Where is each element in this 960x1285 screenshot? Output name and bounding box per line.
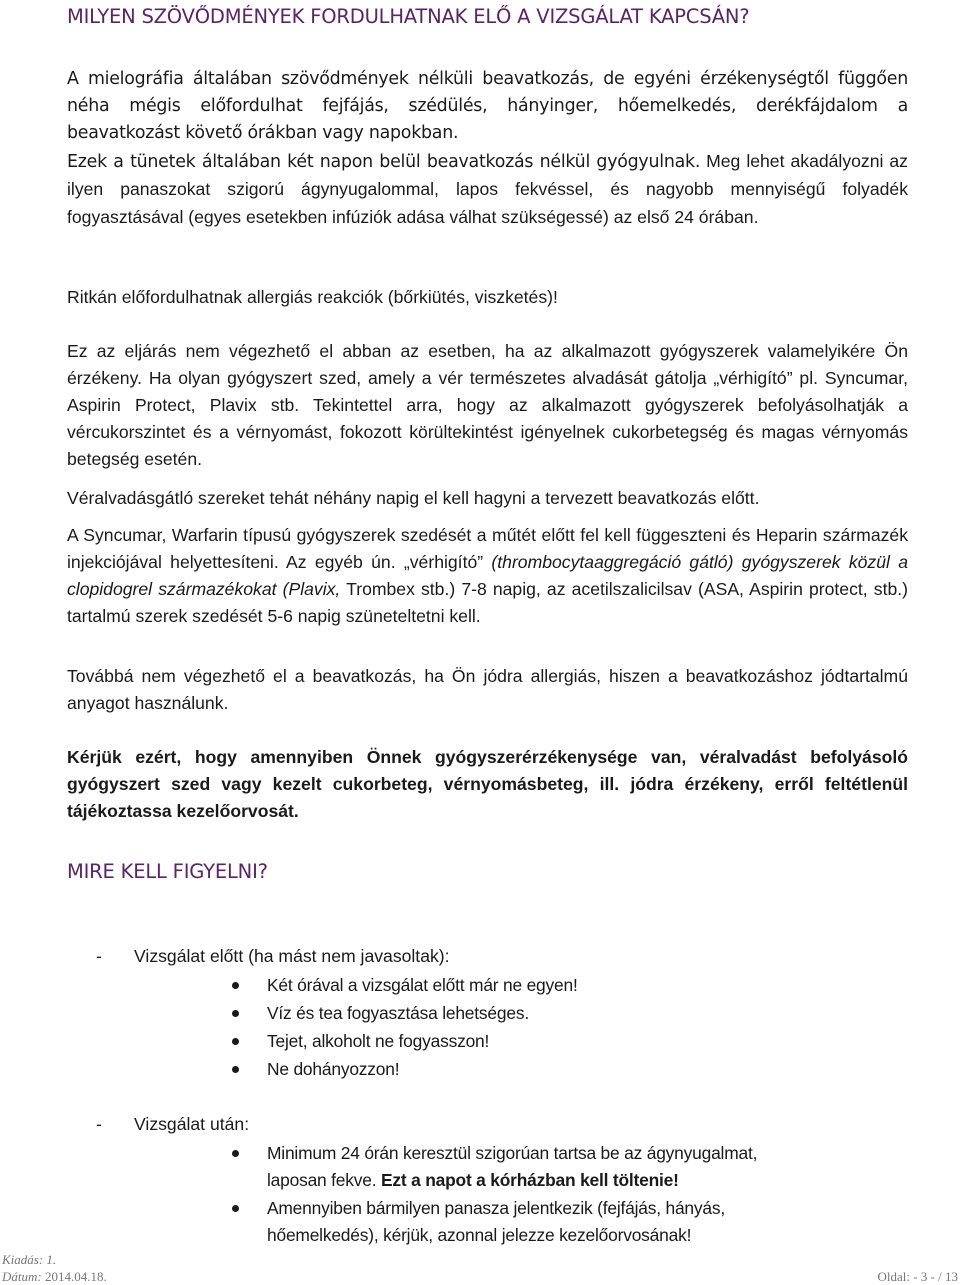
footer-edition-text: Kiadás: 1. [2,1252,57,1267]
list-before-exam [96,943,450,971]
paragraph-allergy: Ritkán előfordulhatnak allergiás reakciók (bőrkiütés, viszketés)! [67,287,558,307]
bullet-icon [232,982,239,989]
paragraph-syncumar-italic: (thrombocytaaggregáció gátló) gyógyszerek közül a clopidogrel származékokat (Plavix, [67,552,908,599]
list-item-text: Tejet, alkoholt ne fogyasszon! [267,1031,490,1051]
footer-date [2,1269,107,1285]
section-heading-attention: MIRE KELL FIGYELNI? [67,860,268,883]
paragraph-symptoms-first: Ezek a tünetek általában két napon belül beavatkozás nélkül gyógyulnak. [67,152,701,172]
footer-page-number: Oldal: - 3 - / 13 [877,1269,958,1284]
list-item-text-plain: laposan fekve. [267,1170,381,1190]
paragraph-anticoagulant: Véralvadásgátló szereket tehát néhány napig el kell hagyni a tervezett beavatkozás előtt. [67,488,760,508]
list-item-text: Víz és tea fogyasztása lehetséges. [267,1003,529,1023]
paragraph-syncumar-part1: A Syncumar, Warfarin típusú gyógyszerek szedését a műtét előtt fel kell függeszteni és Heparin származék injekciójával helyettesíteni. Az egyéb ún. „vérhigító” [67,525,908,572]
bullet-icon [232,1010,239,1017]
paragraph-warning: Kérjük ezért, hogy amennyiben Önnek gyógyszerérzékenysége van, véralvadást befolyásoló gyógyszert szed vagy kezelt cukorbeteg, vérnyomásbeteg, ill. jódra érzékeny, erről feltétlenül tájékoztassa kezelőorvosát. [67,747,908,821]
list-item-text [267,1167,679,1194]
paragraph-symptoms [67,148,908,232]
dash-marker: - [96,946,102,966]
list-item-text: Amennyiben bármilyen panasza jelentkezik (fejfájás, hányás, [267,1198,726,1218]
after-exam-title: Vizsgálat után: [134,1114,250,1134]
paragraph-iodine: Továbbá nem végezhető el a beavatkozás, ha Ön jódra allergiás, hiszen a beavatkozáshoz jódtartalmú anyagot használunk. [67,666,908,713]
section-heading-complications: MILYEN SZÖVŐDMÉNYEK FORDULHATNAK ELŐ A VIZSGÁLAT KAPCSÁN? [67,5,750,28]
bullet-icon [232,1205,239,1212]
paragraph-syncumar-part3: Trombex stb.) 7-8 napig, az acetilszalicilsav (ASA, Aspirin protect, stb.) tartalmú szerek szedését 5-6 napig szüneteltetni kell. [67,579,908,626]
footer-edition [2,1252,56,1268]
paragraph-syncumar [67,522,908,630]
list-item-text-bold: Ezt a napot a kórházban kell töltenie! [380,1170,679,1190]
list-item-text: Minimum 24 órán keresztül szigorúan tartsa be az ágynyugalmat, [267,1143,758,1163]
list-after-exam [96,1111,249,1139]
bullet-icon [232,1038,239,1045]
bullet-icon [232,1066,239,1073]
paragraph-symptoms-rest: Meg lehet akadályozni az ilyen panaszokat szigorú ágynyugalommal, lapos fekvéssel, és nagyobb mennyiségű folyadék fogyasztásával (egyes esetekben infúziók adása válhat szükségessé) az első 24 órában. [67,151,908,227]
paragraph-contraindication: Ez az eljárás nem végezhető el abban az esetben, ha az alkalmazott gyógyszerek valamelyikére Ön érzékeny. Ha olyan gyógyszert szed, amely a vér természetes alvadását gátolja „vérhigító” pl. Syncumar, Aspirin Protect, Plavix stb. Tekintettel arra, hogy az alkalmazott gyógyszerek befolyásolhatják a vércukorszintet és a vérnyomást, fokozott körültekintést igényelnek cukorbetegség és magas vérnyomás betegség esetén. [67,341,908,469]
dash-marker: - [96,1114,102,1134]
bullet-icon [232,1150,239,1157]
footer-date-label: Dátum: [2,1269,42,1284]
list-item-text: hőemelkedés), kérjük, azonnal jelezze kezelőorvosának! [267,1225,692,1245]
footer-date-value: 2014.04.18. [41,1269,107,1284]
paragraph-complications-intro: A mielográfia általában szövődmények nélküli beavatkozás, de egyéni érzékenységtől függően néha mégis előfordulhat fejfájás, szédülés, hányinger, hőemelkedés, derékfájdalom a beavatkozást követő órákban vagy napokban. [67,69,908,143]
list-item-text: Ne dohányozzon! [267,1059,400,1079]
before-exam-title: Vizsgálat előtt (ha mást nem javasoltak): [134,946,450,966]
list-item-text: Két órával a vizsgálat előtt már ne egyen! [267,975,578,995]
